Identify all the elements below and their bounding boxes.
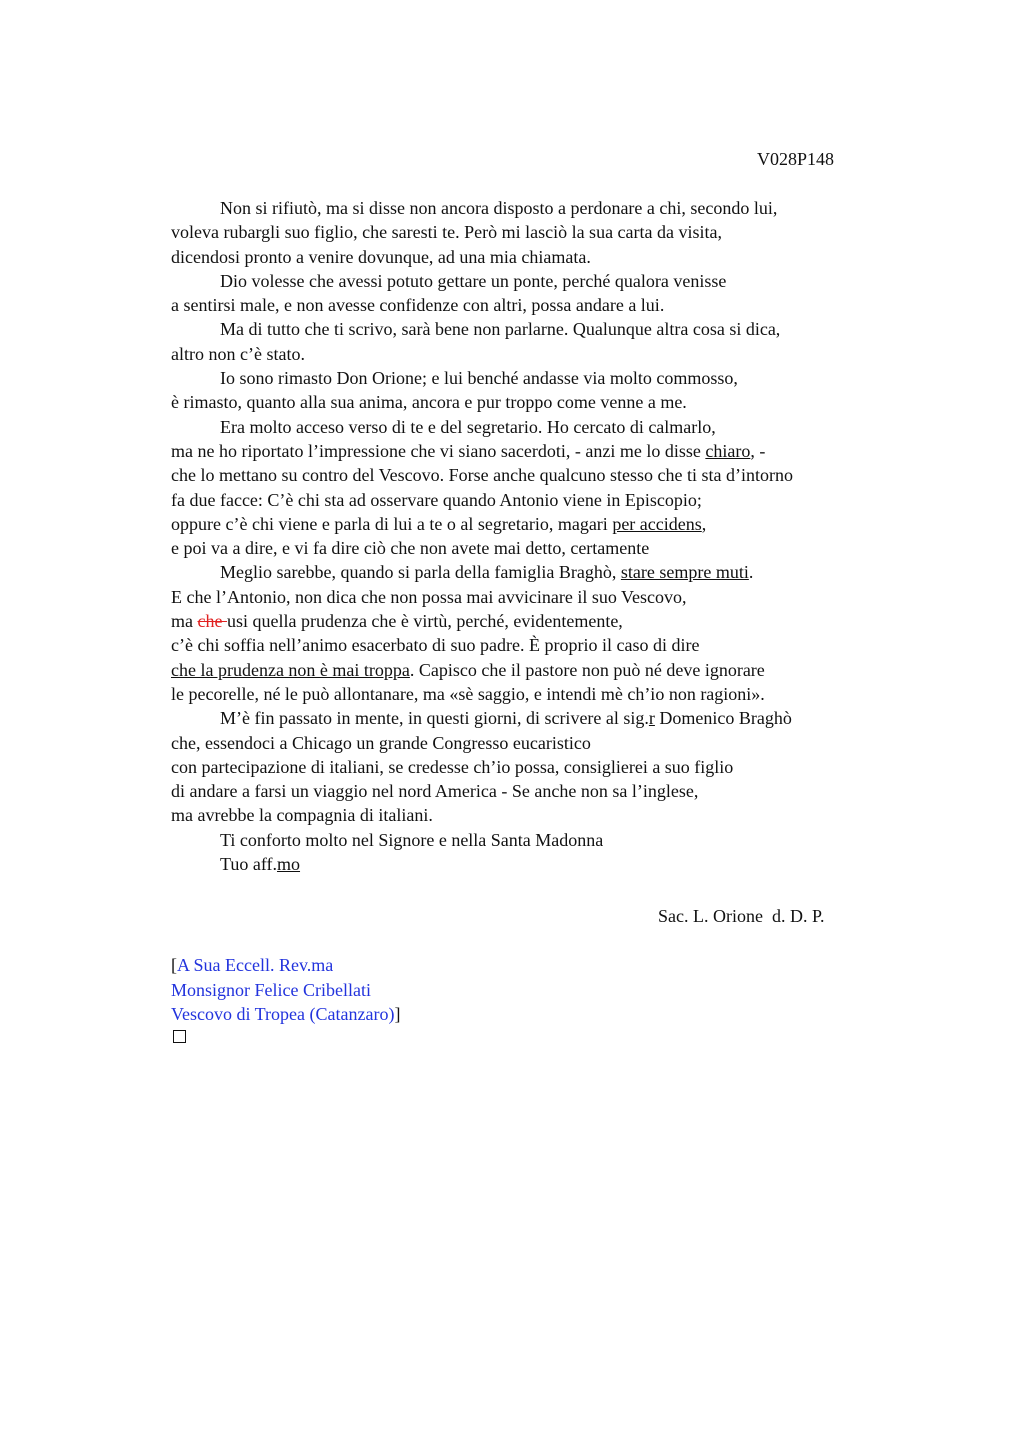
text-line: che, essendoci a Chicago un grande Congresso eucaristico [171, 732, 591, 753]
text-line: ma avrebbe la compagnia di italiani. [171, 805, 433, 826]
text-line: M’è fin passato in mente, in questi giorni, di scrivere al sig.r Domenico Braghò [220, 708, 792, 729]
text-line: oppure c’è chi viene e parla di lui a te o al segretario, magari per accidens, [171, 513, 707, 534]
text-line: Tuo aff.mo [220, 854, 301, 875]
text-line: Era molto acceso verso di te e del segretario. Ho cercato di calmarlo, [220, 416, 716, 437]
text-line: voleva rubargli suo figlio, che saresti te. Però mi lasciò la sua carta da visita, [171, 222, 723, 243]
text-line: le pecorelle, né le può allontanare, ma «sè saggio, e intendi mè ch’io non ragioni». [171, 683, 765, 704]
text-line: Meglio sarebbe, quando si parla della famiglia Braghò, stare sempre muti. [220, 562, 754, 583]
underlined-text: chiaro [705, 440, 751, 461]
letter-body [171, 196, 911, 876]
text-line: che lo mettano su contro del Vescovo. Forse anche qualcuno stesso che ti sta d’intorno [171, 465, 794, 486]
text-line: ma ne ho riportato l’impressione che vi siano sacerdoti, - anzi me lo disse chiaro, - [171, 440, 766, 461]
address-line: [A Sua Eccell. Rev.ma [171, 955, 334, 975]
address-line: Vescovo di Tropea (Catanzaro)] [171, 1004, 401, 1024]
address-block [171, 953, 400, 1027]
empty-square-icon [173, 1030, 186, 1043]
text-line: Ma di tutto che ti scrivo, sarà bene non parlarne. Qualunque altra cosa si dica, [220, 319, 781, 340]
text-line: con partecipazione di italiani, se credesse ch’io possa, consiglierei a suo figlio [171, 756, 734, 777]
text-line: Io sono rimasto Don Orione; e lui benché andasse via molto commosso, [220, 368, 738, 389]
underlined-text: che la prudenza non è mai troppa [171, 659, 410, 680]
text-line: altro non c’è stato. [171, 343, 305, 364]
text-line: Dio volesse che avessi potuto gettare un ponte, perché qualora venisse [220, 270, 727, 291]
signature: Sac. L. Orione d. D. P. [658, 906, 825, 926]
deleted-text: che [197, 611, 227, 632]
text-line: Non si rifiutò, ma si disse non ancora disposto a perdonare a chi, secondo lui, [220, 198, 778, 218]
text-line: E che l’Antonio, non dica che non possa mai avvicinare il suo Vescovo, [171, 586, 687, 607]
text-line: fa due facce: C’è chi sta ad osservare quando Antonio viene in Episcopio; [171, 489, 702, 510]
text-line: è rimasto, quanto alla sua anima, ancora e pur troppo come venne a me. [171, 392, 687, 413]
text-line: Ti conforto molto nel Signore e nella Santa Madonna [220, 829, 604, 850]
address-line: Monsignor Felice Cribellati [171, 979, 371, 1000]
text-line: ma che usi quella prudenza che è virtù, perché, evidentemente, [171, 611, 623, 632]
text-line: c’è chi soffia nell’animo esacerbato di suo padre. È proprio il caso di dire [171, 635, 700, 656]
underlined-text: stare sempre muti [620, 562, 749, 583]
text-line: di andare a farsi un viaggio nel nord America - Se anche non sa l’inglese, [171, 781, 699, 802]
open-bracket: [ [171, 955, 177, 975]
text-line: e poi va a dire, e vi fa dire ciò che non avete mai detto, certamente [171, 538, 650, 559]
underlined-text: per accidens [612, 513, 702, 534]
text-line: che la prudenza non è mai troppa. Capisco che il pastore non può né deve ignorare [171, 659, 765, 680]
underlined-text: r [648, 708, 655, 729]
page-id: V028P148 [757, 149, 835, 169]
underlined-text: mo [277, 854, 301, 875]
text-line: dicendosi pronto a venire dovunque, ad una mia chiamata. [171, 246, 591, 267]
close-bracket: ] [394, 1004, 401, 1024]
text-line: a sentirsi male, e non avesse confidenze con altri, possa andare a lui. [171, 295, 665, 316]
